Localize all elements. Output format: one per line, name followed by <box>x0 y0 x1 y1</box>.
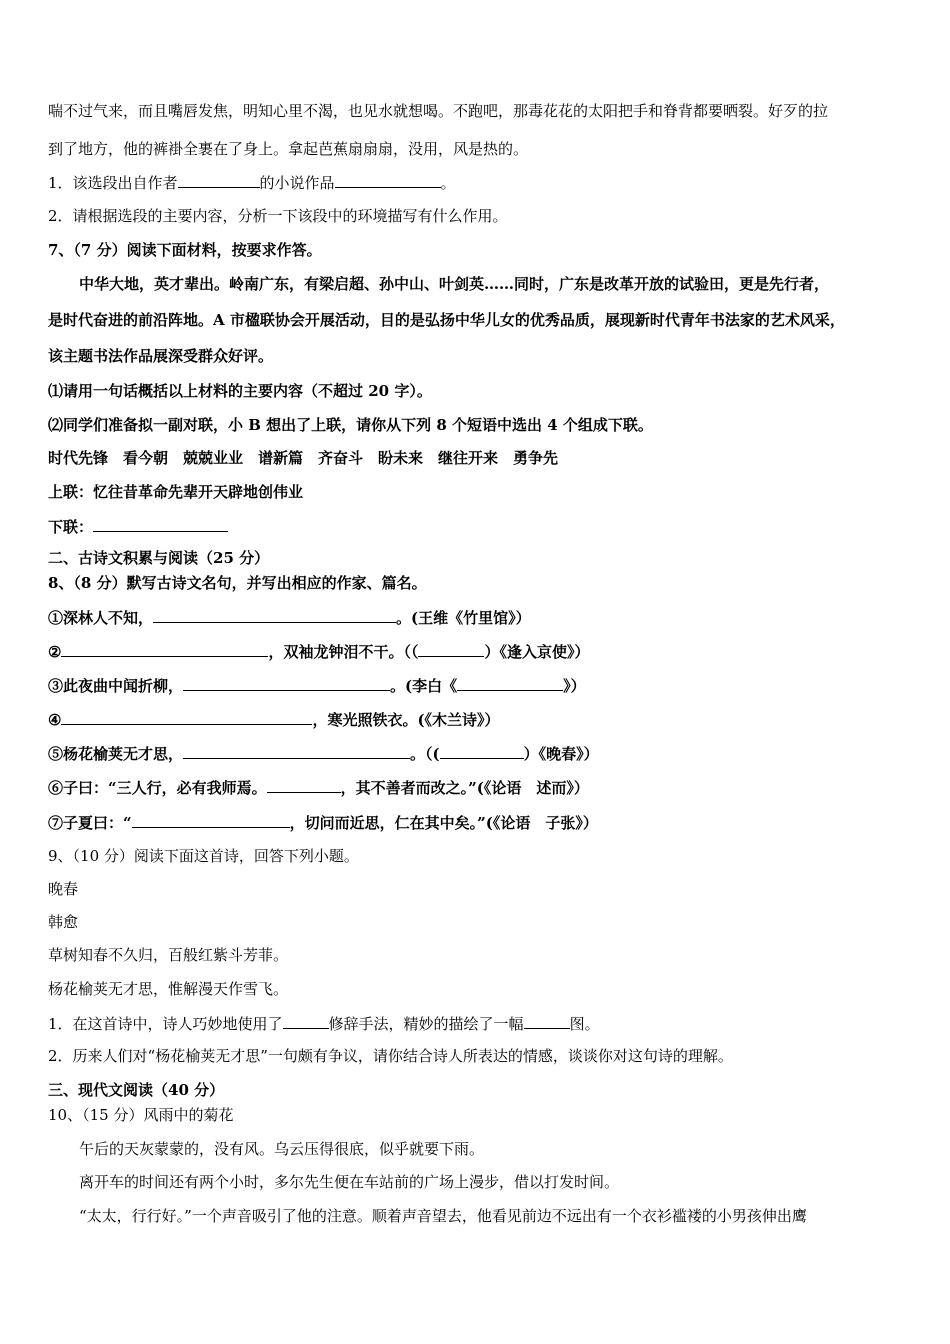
poem-author: 韩愈 <box>48 913 79 931</box>
question-9-1: 1．在这首诗中，诗人巧妙地使用了 修辞手法，精妙的描绘了一幅 图。 <box>48 1015 600 1033</box>
poem-fill-3: ③此夜曲中闻折柳， 。(李白《 》） <box>48 677 586 695</box>
poem-fill-1: ①深林人不知， 。(王维《竹里馆》） <box>48 609 531 627</box>
poem-fill-6: ⑥子曰：“三人行，必有我师焉。 ，其不善者而改之。”(《论语 述而》） <box>48 779 589 797</box>
upper-couplet: 上联：忆往昔革命先辈开天辟地创伟业 <box>48 483 304 501</box>
question-10-title: 10、（15 分）风雨中的菊花 <box>48 1106 234 1124</box>
answer-blank[interactable] <box>132 812 290 828</box>
poem-title: 晚春 <box>48 880 79 898</box>
answer-blank[interactable] <box>61 709 312 725</box>
article-paragraph: “太太，行行好。”一个声音吸引了他的注意。顺着声音望去，他看见前边不远出有一个衣衫褴褛的小男孩伸出鹰 <box>79 1207 807 1225</box>
answer-blank[interactable] <box>267 777 341 793</box>
poem-fill-2: ② ，双袖龙钟泪不干。（（ ）《逢入京使》） <box>48 643 590 661</box>
question-8-title: 8、（8 分）默写古诗文名句，并写出相应的作家、篇名。 <box>48 574 427 592</box>
answer-blank[interactable] <box>93 516 228 532</box>
answer-blank[interactable] <box>335 172 441 188</box>
material-paragraph: 是时代奋进的前沿阵地。A 市楹联协会开展活动，目的是弘扬中华儿女的优秀品质，展现新时代青年书法家的艺术风采， <box>48 311 845 329</box>
answer-blank[interactable] <box>457 675 563 691</box>
poem-fill-7: ⑦子夏曰：“ ，切问而近思，仁在其中矣。”(《论语 子张》） <box>48 814 598 832</box>
text-line: 喘不过气来，而且嘴唇发焦，明知心里不渴，也见水就想喝。不跑吧，那毒花花的太阳把手和脊背都要晒裂。好歹的拉 <box>48 102 829 120</box>
question-2-environment: 2．请根据选段的主要内容，分析一下该段中的环境描写有什么作用。 <box>48 207 508 225</box>
answer-blank[interactable] <box>440 743 524 759</box>
answer-blank[interactable] <box>153 607 396 623</box>
poem-fill-5: ⑤杨花榆荚无才思， 。（( ）《晚春》） <box>48 745 599 763</box>
article-paragraph: 午后的天灰蒙蒙的，没有风。乌云压得很底，似乎就要下雨。 <box>79 1140 485 1158</box>
sub-question-1: ⑴请用一句话概括以上材料的主要内容（不超过 20 字）。 <box>48 382 432 400</box>
poem-fill-4: ④ ，寒光照铁衣。(《木兰诗》） <box>48 711 500 729</box>
sub-question-2: ⑵同学们准备拟一副对联，小 B 想出了上联，请你从下列 8 个短语中选出 4 个组成下联。 <box>48 416 653 434</box>
question-9-2: 2．历来人们对“杨花榆荚无才思”一句颇有争议，请你结合诗人所表达的情感，谈谈你对这句诗的理解。 <box>48 1047 733 1065</box>
answer-blank[interactable] <box>183 675 390 691</box>
answer-blank[interactable] <box>418 641 484 657</box>
question-1-author: 1．该选段出自作者 的小说作品 。 <box>48 174 456 192</box>
material-paragraph: 该主题书法作品展深受群众好评。 <box>48 347 274 365</box>
answer-blank[interactable] <box>178 172 260 188</box>
answer-blank[interactable] <box>524 1013 570 1029</box>
lower-couplet: 下联： <box>48 516 228 537</box>
answer-blank[interactable] <box>283 1013 329 1029</box>
article-paragraph: 离开车的时间还有两个小时，多尔先生便在车站前的广场上漫步，借以打发时间。 <box>79 1173 620 1191</box>
poem-line: 草树知春不久归，百般红紫斗芳菲。 <box>48 946 289 964</box>
text-line: 到了地方，他的裤褂全裹在了身上。拿起芭蕉扇扇扇，没用，风是热的。 <box>48 140 529 158</box>
question-9-title: 9、（10 分）阅读下面这首诗，回答下列小题。 <box>48 847 359 865</box>
answer-blank[interactable] <box>61 641 268 657</box>
poem-line: 杨花榆荚无才思，惟解漫天作雪飞。 <box>48 980 289 998</box>
phrase-options: 时代先锋 看今朝 兢兢业业 谱新篇 齐奋斗 盼未来 继往开来 勇争先 <box>48 449 559 467</box>
section-title-poetry: 二、古诗文积累与阅读（25 分） <box>48 549 270 567</box>
material-paragraph: 中华大地，英才辈出。岭南广东，有梁启超、孙中山、叶剑英……同时，广东是改革开放的试验田，更是先行者， <box>79 275 830 293</box>
answer-blank[interactable] <box>183 743 410 759</box>
question-7-title: 7、（7 分）阅读下面材料，按要求作答。 <box>48 241 322 259</box>
section-title-modern: 三、现代文阅读（40 分） <box>48 1081 225 1099</box>
